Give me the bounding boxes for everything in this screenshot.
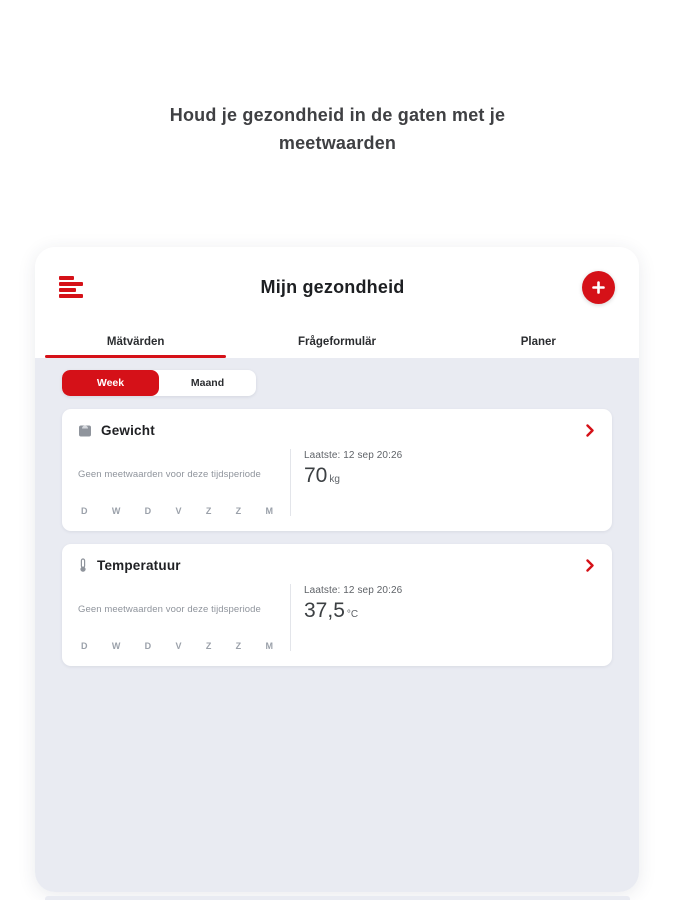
last-measured-label: Laatste: 12 sep 20:26 — [304, 585, 403, 596]
chevron-right-icon[interactable] — [584, 422, 596, 439]
app-header — [35, 247, 639, 327]
measurement-title: Temperatuur — [97, 558, 181, 573]
empty-state-text: Geen meetwaarden voor deze tijdsperiode — [78, 604, 261, 615]
app-screenshot-card — [35, 247, 639, 892]
period-week-button[interactable]: Week — [62, 370, 159, 396]
measurement-card-gewicht[interactable] — [62, 409, 612, 531]
app-title: Mijn gezondheid — [260, 276, 405, 297]
measurement-title: Gewicht — [101, 423, 155, 438]
thermometer-icon — [78, 558, 88, 573]
measurement-value: 37,5 — [304, 599, 345, 622]
tab-planer[interactable]: Planer — [520, 336, 556, 348]
measurement-unit: kg — [329, 474, 340, 486]
plus-icon — [591, 280, 606, 295]
add-measurement-button[interactable] — [582, 271, 615, 304]
period-maand-button[interactable]: Maand — [159, 370, 256, 396]
last-measured-label: Laatste: 12 sep 20:26 — [304, 450, 403, 461]
measurement-value: 70 — [304, 464, 328, 487]
scale-icon — [78, 424, 92, 438]
menu-logo-icon[interactable] — [59, 276, 83, 298]
measurement-unit: °C — [346, 609, 359, 621]
tab-matvarden[interactable]: Mätvärden — [35, 327, 236, 358]
app-body — [35, 358, 639, 892]
chevron-right-icon[interactable] — [584, 557, 596, 574]
tab-frageformular[interactable]: Frågeformulär — [298, 336, 376, 348]
page-heading: Houd je gezondheid in de gaten met je meetwaarden — [169, 105, 506, 153]
empty-state-text: Geen meetwaarden voor deze tijdsperiode — [78, 469, 261, 480]
measurement-card-temperatuur[interactable] — [62, 544, 612, 666]
weekday-axis: D W D V Z Z M — [81, 506, 273, 516]
next-frame-peek — [45, 896, 630, 900]
period-toggle — [62, 370, 256, 396]
tab-bar — [35, 327, 639, 358]
weekday-axis: D W D V Z Z M — [81, 641, 273, 651]
